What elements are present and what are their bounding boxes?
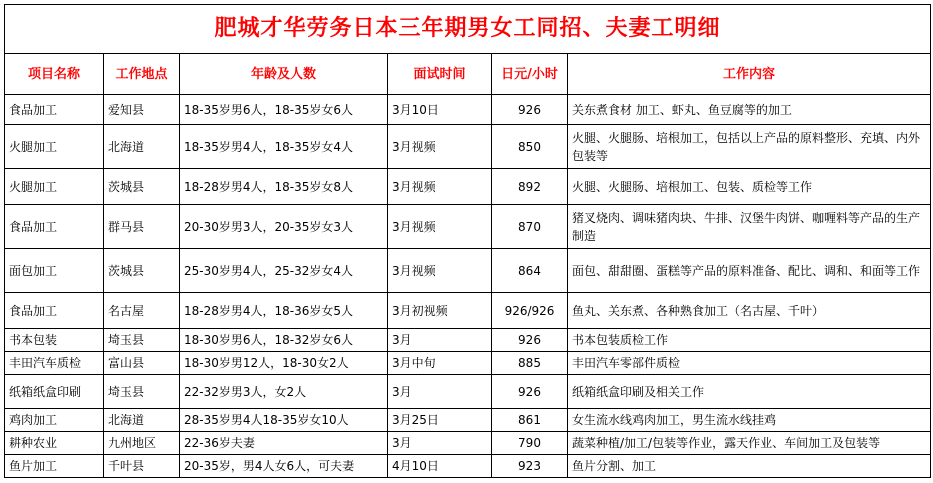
cell-hourly-wage: 790: [492, 432, 568, 455]
cell-hourly-wage: 926/926: [492, 293, 568, 329]
cell-work-location: 埼玉县: [104, 375, 180, 409]
cell-hourly-wage: 892: [492, 169, 568, 205]
cell-interview-time: 3月25日: [388, 409, 492, 432]
cell-project-name: 书本包装: [5, 329, 104, 352]
header-location: 工作地点: [104, 54, 180, 95]
cell-work-content: 火腿、火腿肠、培根加工、包装、质检等工作: [568, 169, 931, 205]
cell-age-count: 20-30岁男3人，20-35岁女3人: [180, 205, 388, 249]
page-title: 肥城才华劳务日本三年期男女工同招、夫妻工明细: [5, 5, 931, 54]
cell-hourly-wage: 923: [492, 455, 568, 478]
cell-work-location: 北海道: [104, 125, 180, 169]
cell-project-name: 食品加工: [5, 95, 104, 125]
cell-interview-time: 3月视频: [388, 169, 492, 205]
table-row: [5, 432, 931, 455]
header-interview: 面试时间: [388, 54, 492, 95]
cell-work-location: 茨城县: [104, 169, 180, 205]
cell-hourly-wage: 926: [492, 95, 568, 125]
cell-interview-time: 3月视频: [388, 249, 492, 293]
cell-age-count: 25-30岁男4人，25-32岁女4人: [180, 249, 388, 293]
cell-work-content: 关东煮食材 加工、虾丸、鱼豆腐等的加工: [568, 95, 931, 125]
title-row: [5, 5, 931, 54]
cell-age-count: 18-30岁男6人，18-32岁女6人: [180, 329, 388, 352]
cell-age-count: 18-28岁男4人，18-36岁女5人: [180, 293, 388, 329]
cell-hourly-wage: 864: [492, 249, 568, 293]
cell-interview-time: 3月: [388, 375, 492, 409]
cell-work-location: 九州地区: [104, 432, 180, 455]
cell-hourly-wage: 861: [492, 409, 568, 432]
cell-work-content: 鱼丸、关东煮、各种熟食加工（名古屋、千叶）: [568, 293, 931, 329]
header-row: [5, 54, 931, 95]
cell-age-count: 20-35岁，男4人女6人，可夫妻: [180, 455, 388, 478]
cell-project-name: 面包加工: [5, 249, 104, 293]
cell-hourly-wage: 850: [492, 125, 568, 169]
cell-project-name: 丰田汽车质检: [5, 352, 104, 375]
cell-hourly-wage: 926: [492, 329, 568, 352]
table-row: [5, 293, 931, 329]
table-row: [5, 352, 931, 375]
cell-interview-time: 3月中旬: [388, 352, 492, 375]
cell-work-location: 茨城县: [104, 249, 180, 293]
cell-age-count: 18-28岁男4人，18-35岁女8人: [180, 169, 388, 205]
header-content: 工作内容: [568, 54, 931, 95]
cell-project-name: 纸箱纸盒印刷: [5, 375, 104, 409]
recruitment-table: [4, 4, 931, 478]
cell-work-content: 猪叉烧肉、调味猪肉块、牛排、汉堡牛肉饼、咖喱料等产品的生产制造: [568, 205, 931, 249]
cell-work-location: 北海道: [104, 409, 180, 432]
cell-hourly-wage: 870: [492, 205, 568, 249]
cell-work-content: 火腿、火腿肠、培根加工，包括以上产品的原料整形、充填、内外包装等: [568, 125, 931, 169]
cell-age-count: 18-35岁男6人，18-35岁女6人: [180, 95, 388, 125]
cell-project-name: 食品加工: [5, 293, 104, 329]
cell-interview-time: 3月初视频: [388, 293, 492, 329]
cell-age-count: 28-35岁男4人18-35岁女10人: [180, 409, 388, 432]
cell-interview-time: 3月: [388, 432, 492, 455]
header-project: 项目名称: [5, 54, 104, 95]
cell-work-content: 丰田汽车零部件质检: [568, 352, 931, 375]
table-row: [5, 249, 931, 293]
cell-project-name: 耕种农业: [5, 432, 104, 455]
cell-age-count: 22-32岁男3人，女2人: [180, 375, 388, 409]
table-row: [5, 329, 931, 352]
table-row: [5, 125, 931, 169]
cell-work-content: 面包、甜甜圈、蛋糕等产品的原料准备、配比、调和、和面等工作: [568, 249, 931, 293]
cell-hourly-wage: 885: [492, 352, 568, 375]
cell-work-content: 纸箱纸盒印刷及相关工作: [568, 375, 931, 409]
cell-work-location: 名古屋: [104, 293, 180, 329]
cell-work-location: 富山县: [104, 352, 180, 375]
cell-project-name: 鱼片加工: [5, 455, 104, 478]
cell-work-location: 爱知县: [104, 95, 180, 125]
cell-age-count: 18-35岁男4人，18-35岁女4人: [180, 125, 388, 169]
cell-project-name: 火腿加工: [5, 125, 104, 169]
cell-interview-time: 4月10日: [388, 455, 492, 478]
table-row: [5, 205, 931, 249]
cell-work-content: 蔬菜种植/加工/包装等作业，露天作业、车间加工及包装等: [568, 432, 931, 455]
table-row: [5, 169, 931, 205]
table-row: [5, 375, 931, 409]
cell-interview-time: 3月10日: [388, 95, 492, 125]
header-wage: 日元/小时: [492, 54, 568, 95]
table-row: [5, 409, 931, 432]
cell-interview-time: 3月: [388, 329, 492, 352]
cell-project-name: 鸡肉加工: [5, 409, 104, 432]
cell-hourly-wage: 926: [492, 375, 568, 409]
cell-project-name: 食品加工: [5, 205, 104, 249]
cell-age-count: 22-36岁夫妻: [180, 432, 388, 455]
cell-interview-time: 3月视频: [388, 125, 492, 169]
cell-work-content: 书本包装质检工作: [568, 329, 931, 352]
table-row: [5, 95, 931, 125]
cell-work-location: 埼玉县: [104, 329, 180, 352]
table-row: [5, 455, 931, 478]
cell-interview-time: 3月视频: [388, 205, 492, 249]
cell-work-location: 群马县: [104, 205, 180, 249]
cell-age-count: 18-30岁男12人，18-30女2人: [180, 352, 388, 375]
cell-project-name: 火腿加工: [5, 169, 104, 205]
cell-work-content: 女生流水线鸡肉加工，男生流水线挂鸡: [568, 409, 931, 432]
header-age-count: 年龄及人数: [180, 54, 388, 95]
cell-work-location: 千叶县: [104, 455, 180, 478]
cell-work-content: 鱼片分割、加工: [568, 455, 931, 478]
